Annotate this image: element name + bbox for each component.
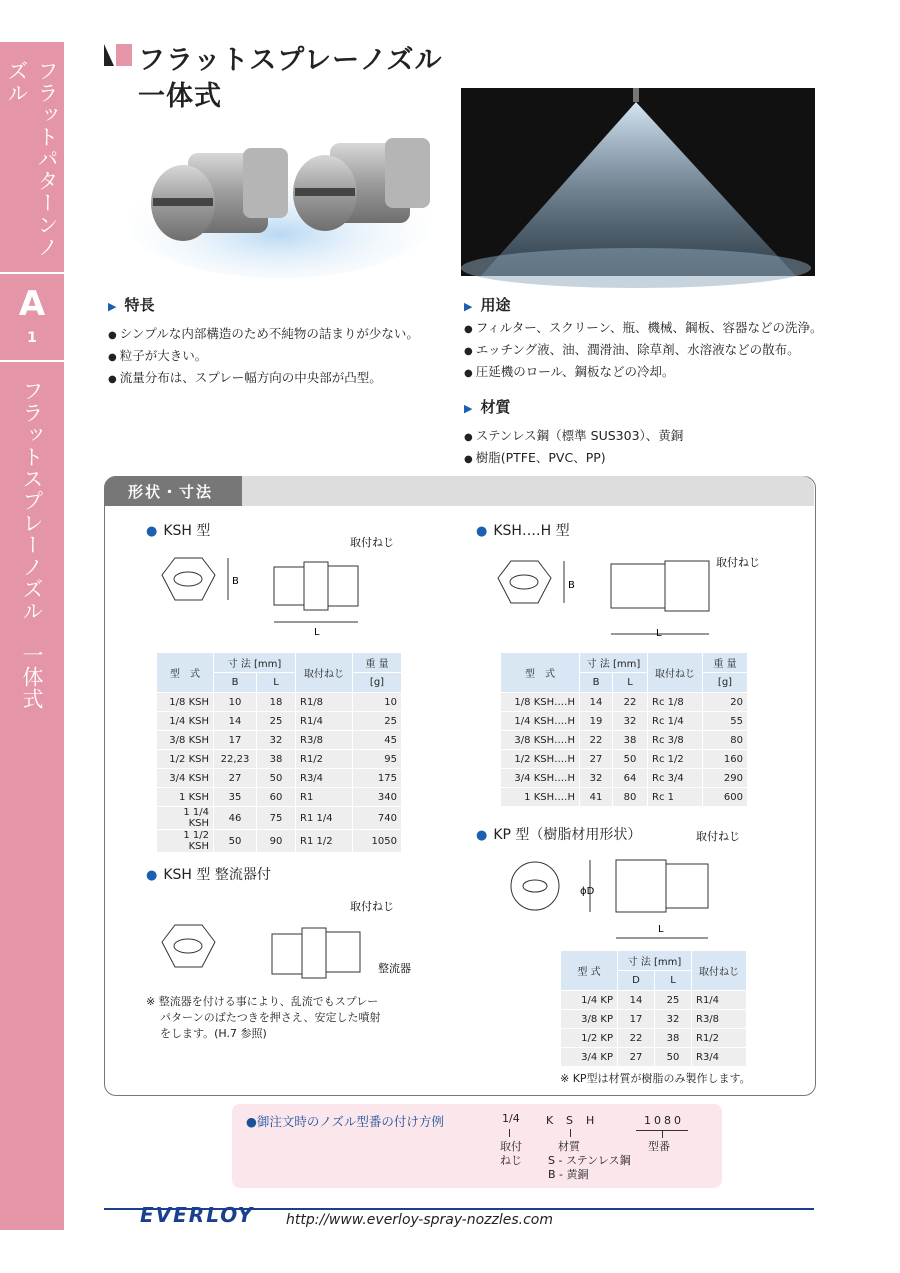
table-cell: Rc 1/2 [648, 750, 703, 769]
table-cell: 55 [703, 712, 748, 731]
ksh-flow-heading: ● KSH 型 整流器付 [146, 867, 271, 883]
table-cell: 41 [580, 788, 613, 807]
sidebar-top-text: フラットパターンノズル [5, 60, 59, 258]
order-example-title: ●御注文時のノズル型番の付け方例 [246, 1114, 444, 1129]
features-heading: ▶ 特長 [108, 296, 155, 314]
table-cell: 75 [257, 807, 296, 830]
order-code-s: S [566, 1114, 573, 1127]
table-cell: 27 [214, 769, 257, 788]
kp-spec-table [560, 950, 747, 1067]
table-cell: 3/4 KP [561, 1048, 618, 1067]
list-item: ● 樹脂(PTFE、PVC、PP) [464, 448, 683, 470]
col-d: D [618, 971, 655, 991]
table-cell: 740 [353, 807, 402, 830]
col-weight-unit: [g] [353, 673, 402, 693]
order-label-thread: 取付 [500, 1140, 522, 1153]
table-cell: 32 [655, 1010, 692, 1029]
table-row [157, 712, 402, 731]
table-cell: 17 [214, 731, 257, 750]
nozzle-product-image [130, 118, 440, 278]
ksh-h-drawing [486, 548, 786, 648]
table-cell: 3/8 KSH [157, 731, 214, 750]
table-cell: 1 KSH‥‥H [501, 788, 580, 807]
table-cell: R1/4 [296, 712, 353, 731]
table-cell: 60 [257, 788, 296, 807]
col-model: 型 式 [157, 653, 214, 693]
table-row [501, 769, 748, 788]
table-cell: 1/4 KSH‥‥H [501, 712, 580, 731]
table-cell: 20 [703, 693, 748, 712]
col-dim: 寸 法 [mm] [214, 653, 296, 673]
table-cell: R1 1/4 [296, 807, 353, 830]
page-title: フラットスプレーノズル [138, 45, 443, 76]
table-row [157, 693, 402, 712]
table-cell: 1/8 KSH‥‥H [501, 693, 580, 712]
col-b: B [580, 673, 613, 693]
ksh-h-spec-table [500, 652, 748, 807]
col-weight: 重 量 [353, 653, 402, 673]
table-cell: 50 [257, 769, 296, 788]
svg-text:B: B [232, 576, 239, 587]
table-cell: 22 [580, 731, 613, 750]
table-cell: 3/8 KP [561, 1010, 618, 1029]
table-cell: 1/2 KSH [157, 750, 214, 769]
table-cell: 290 [703, 769, 748, 788]
ksh-h-heading: ● KSH‥‥H 型 [476, 523, 570, 539]
col-l: L [613, 673, 648, 693]
title-mark [104, 44, 114, 66]
table-cell: R1/2 [692, 1029, 747, 1048]
list-item: ● 粒子が大きい。 [108, 346, 419, 368]
table-cell: 17 [618, 1010, 655, 1029]
table-cell: 50 [655, 1048, 692, 1067]
materials-list [464, 426, 683, 470]
table-row [561, 991, 747, 1010]
list-item: ● エッチング液、油、潤滑油、除草剤、水溶液などの散布。 [464, 340, 823, 362]
col-model: 型 式 [501, 653, 580, 693]
col-thread: 取付ねじ [692, 951, 747, 991]
list-item: ● シンプルな内部構造のため不純物の詰まりが少ない。 [108, 324, 419, 346]
table-cell: 1/4 KP [561, 991, 618, 1010]
ksh-h-dim-l: L [656, 628, 662, 639]
table-cell: Rc 1/8 [648, 693, 703, 712]
sidebar-number: 1 [27, 330, 37, 346]
table-row [157, 769, 402, 788]
table-cell: R1/2 [296, 750, 353, 769]
everloy-logo: EVERLOY [140, 1203, 255, 1227]
uses-heading: ▶ 用途 [464, 296, 511, 314]
col-l: L [257, 673, 296, 693]
table-cell: 25 [257, 712, 296, 731]
table-cell: Rc 3/4 [648, 769, 703, 788]
order-material-s: S - ステンレス鋼 [548, 1154, 631, 1167]
table-cell: 14 [580, 693, 613, 712]
table-cell: 3/4 KSH‥‥H [501, 769, 580, 788]
table-row [157, 750, 402, 769]
table-cell: R3/4 [296, 769, 353, 788]
order-tick [570, 1129, 571, 1137]
order-tick [509, 1129, 510, 1137]
ksh-flow-thread-label: 取付ねじ [350, 900, 394, 913]
table-cell: R1 [296, 788, 353, 807]
table-cell: 1050 [353, 830, 402, 853]
table-cell: 19 [580, 712, 613, 731]
ksh-heading: ● KSH 型 [146, 523, 211, 539]
table-cell: 50 [613, 750, 648, 769]
table-cell: 22,23 [214, 750, 257, 769]
table-cell: Rc 3/8 [648, 731, 703, 750]
table-row [501, 788, 748, 807]
kp-heading: ● KP 型（樹脂材用形状） [476, 827, 642, 843]
sidebar-bottom-text: フラットスプレーノズル 一体式 [20, 380, 44, 710]
table-cell: 3/8 KSH‥‥H [501, 731, 580, 750]
order-code-number: 1080 [644, 1114, 684, 1127]
table-cell: 340 [353, 788, 402, 807]
table-cell: 1/8 KSH [157, 693, 214, 712]
table-cell: R1/4 [692, 991, 747, 1010]
footer-url[interactable]: http://www.everloy-spray-nozzles.com [286, 1212, 553, 1228]
list-item: ● ステンレス鋼（標準 SUS303）、黄銅 [464, 426, 683, 448]
kp-thread-label: 取付ねじ [696, 830, 740, 843]
sidebar [0, 42, 64, 1230]
svg-text:B: B [568, 580, 575, 591]
table-row [561, 1029, 747, 1048]
table-row [501, 731, 748, 750]
table-cell: 32 [580, 769, 613, 788]
ksh-flow-straightener-label: 整流器 [378, 962, 411, 975]
kp-note: ※ KP型は材質が樹脂のみ製作します。 [560, 1072, 751, 1085]
table-cell: 45 [353, 731, 402, 750]
table-row [157, 788, 402, 807]
sidebar-subcategory [0, 362, 64, 710]
col-weight-unit: [g] [703, 673, 748, 693]
table-cell: 3/4 KSH [157, 769, 214, 788]
sidebar-category [0, 42, 64, 272]
table-cell: 1 1/2 KSH [157, 830, 214, 853]
table-row [157, 731, 402, 750]
table-row [157, 807, 402, 830]
table-cell: 35 [214, 788, 257, 807]
table-cell: 38 [613, 731, 648, 750]
page-subtitle: 一体式 [138, 81, 222, 112]
table-cell: 1/4 KSH [157, 712, 214, 731]
col-thread: 取付ねじ [296, 653, 353, 693]
table-cell: 1 1/4 KSH [157, 807, 214, 830]
order-tick [662, 1130, 663, 1138]
list-item: ● 流量分布は、スプレー幅方向の中央部が凸型。 [108, 368, 419, 390]
ksh-dim-l: L [314, 627, 320, 638]
col-dim: 寸 法 [mm] [618, 951, 692, 971]
features-list [108, 324, 419, 390]
order-label-material: 材質 [558, 1140, 580, 1153]
section-title: 形状・寸法 [128, 483, 214, 501]
table-cell: Rc 1/4 [648, 712, 703, 731]
sidebar-letter: A [18, 284, 46, 324]
table-row [501, 693, 748, 712]
table-cell: 22 [613, 693, 648, 712]
table-cell: 64 [613, 769, 648, 788]
table-cell: 22 [618, 1029, 655, 1048]
table-cell: R3/4 [692, 1048, 747, 1067]
ksh-flow-note: ※ 整流器を付ける事により、乱流でもスプレー パターンのばたつきを押さえ、安定した噴射 をします。(H.7 参照) [146, 995, 381, 1040]
table-cell: 160 [703, 750, 748, 769]
order-code-thread: 1/4 [502, 1112, 520, 1125]
table-cell: Rc 1 [648, 788, 703, 807]
ksh-spec-table [156, 652, 402, 853]
table-cell: 32 [613, 712, 648, 731]
ksh-thread-label: 取付ねじ [350, 536, 394, 549]
col-thread: 取付ねじ [648, 653, 703, 693]
col-weight: 重 量 [703, 653, 748, 673]
kp-dim-d: ϕD [580, 886, 595, 897]
title-mark [116, 44, 132, 66]
table-cell: 27 [618, 1048, 655, 1067]
table-cell: 1/2 KSH‥‥H [501, 750, 580, 769]
table-cell: 10 [353, 693, 402, 712]
list-item: ● フィルター、スクリーン、瓶、機械、鋼板、容器などの洗浄。 [464, 318, 823, 340]
table-cell: 90 [257, 830, 296, 853]
ksh-h-thread-label: 取付ねじ [716, 556, 760, 569]
table-cell: 80 [703, 731, 748, 750]
table-cell: 95 [353, 750, 402, 769]
table-cell: 175 [353, 769, 402, 788]
order-code-k: K [546, 1114, 554, 1127]
kp-dim-l: L [658, 924, 664, 935]
spray-pattern-photo [461, 88, 815, 276]
table-cell: 80 [613, 788, 648, 807]
table-row [561, 1048, 747, 1067]
table-cell: 1 KSH [157, 788, 214, 807]
table-cell: R3/8 [296, 731, 353, 750]
ksh-flow-drawing [150, 890, 420, 982]
table-cell: 27 [580, 750, 613, 769]
col-dim: 寸 法 [mm] [580, 653, 648, 673]
table-row [501, 712, 748, 731]
table-cell: 18 [257, 693, 296, 712]
order-label-thread: ねじ [500, 1154, 522, 1167]
list-item: ● 圧延機のロール、鋼板などの冷却。 [464, 362, 823, 384]
col-l: L [655, 971, 692, 991]
table-cell: 25 [655, 991, 692, 1010]
table-row [501, 750, 748, 769]
uses-list [464, 318, 823, 384]
sidebar-divider [0, 272, 64, 274]
table-row [157, 830, 402, 853]
table-cell: 46 [214, 807, 257, 830]
table-cell: 38 [257, 750, 296, 769]
table-cell: 38 [655, 1029, 692, 1048]
table-cell: 14 [618, 991, 655, 1010]
materials-heading: ▶ 材質 [464, 398, 511, 416]
order-label-model: 型番 [648, 1140, 670, 1153]
table-row [561, 1010, 747, 1029]
ksh-drawing [150, 536, 394, 642]
table-cell: 50 [214, 830, 257, 853]
table-cell: R1 1/2 [296, 830, 353, 853]
order-code-h: H [586, 1114, 595, 1127]
table-cell: 25 [353, 712, 402, 731]
table-cell: R1/8 [296, 693, 353, 712]
table-cell: 1/2 KP [561, 1029, 618, 1048]
table-cell: 10 [214, 693, 257, 712]
col-model: 型 式 [561, 951, 618, 991]
table-cell: 600 [703, 788, 748, 807]
table-cell: 32 [257, 731, 296, 750]
col-b: B [214, 673, 257, 693]
table-cell: R3/8 [692, 1010, 747, 1029]
order-material-b: B - 黄銅 [548, 1168, 589, 1181]
kp-drawing [500, 826, 780, 936]
table-cell: 14 [214, 712, 257, 731]
